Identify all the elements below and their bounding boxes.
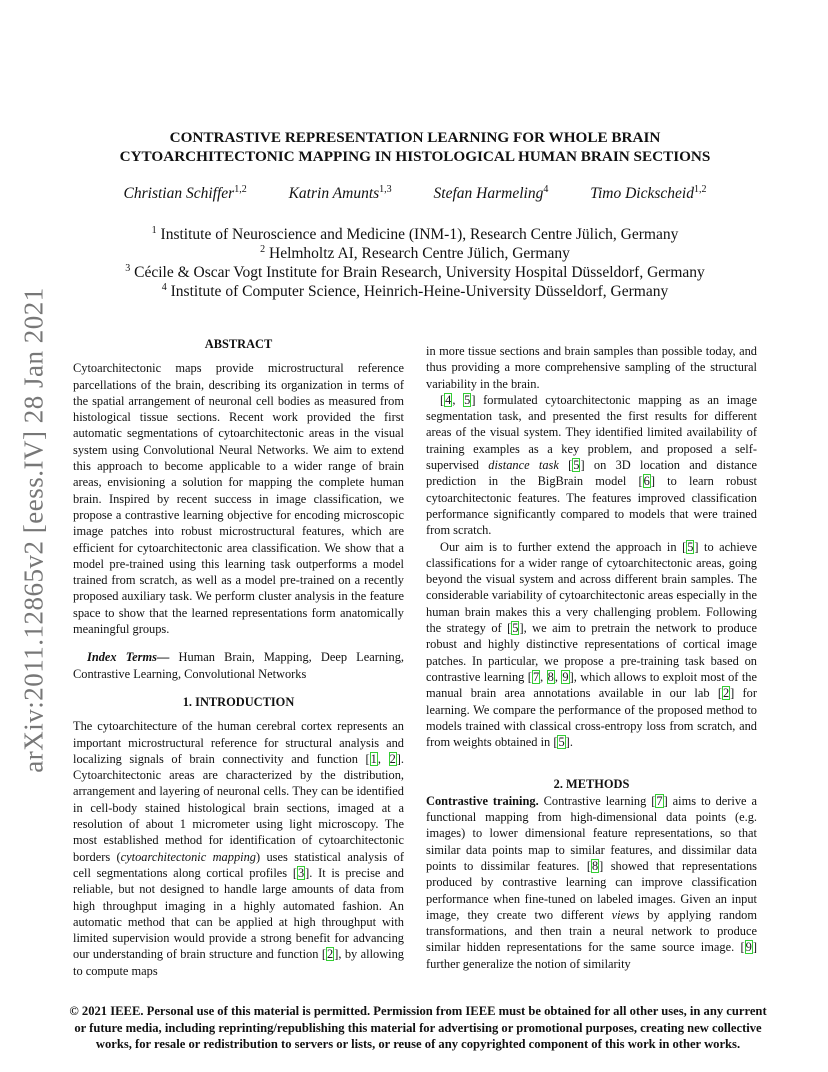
citation-link[interactable]: 2: [389, 751, 396, 766]
citation-link[interactable]: 7: [532, 669, 540, 684]
text-run: ]. Cytoarchitectonic areas are characterized by the distribution, arrangement and layering of neuronal cells. They can be identified in cell-body stained histological brain sections, imaged at a resolution of about 1 micrometer using light microscopy. The most established method for identification of cytoarchitectonic borders (: [73, 751, 404, 864]
title-line-1: CONTRASTIVE REPRESENTATION LEARNING FOR WHOLE BRAIN: [169, 129, 661, 146]
affiliation: [60, 244, 770, 263]
text-run: Contrastive learning: [538, 793, 652, 808]
copyright-notice: © 2021 IEEE. Personal use of this material is permitted. Permission from IEEE must be obtained for all other uses, in any current or future media, including reprinting/republishing this material for advertising or promotional purposes, creating new collective works, for resale or redistribution to servers or lists, or reuse of any copyrighted component of this work in other works.: [69, 1004, 767, 1051]
affiliation-mark: 4: [161, 281, 167, 293]
text-run: for learning. We compare the performance of the proposed method to models trained with classical cross-entropy loss from scratch, and from weights obtained in: [426, 686, 758, 750]
affiliation-mark: 1: [151, 224, 157, 236]
citation-link[interactable]: 2: [327, 947, 334, 962]
text-run: distance task: [488, 458, 559, 473]
author: [434, 185, 549, 202]
abstract-heading: ABSTRACT: [204, 337, 273, 351]
intro-paragraph-continued: in more tissue sections and brain samples than possible today, and thus providing a more comprehensive sampling of the structural variability in the brain.: [426, 344, 757, 391]
methods-paragraph: Contrastive training. Contrastive learning [7] aims to derive a functional mapping from high-dimensional data points (e.g. images) to lower dimensional feature representations, so that similar data points map to similar features, and dissimilar data points to dissimilar features. [8] showed that representations produced by contrastive learning can improve classification performance when fine-tuned on labeled images. Given an input image, they create two different views by applying random transformations, and then train a neural network to produce similar hidden representations for the same source image. [9] further generalize the notion of similarity: [426, 793, 757, 971]
paper-title: [60, 128, 770, 166]
author-affiliation-mark: 1,3: [379, 183, 392, 195]
citation-link[interactable]: 5: [573, 458, 580, 473]
citation-link[interactable]: 8: [547, 669, 554, 684]
citation-link[interactable]: 5: [464, 392, 471, 407]
abstract-text: Cytoarchitectonic maps provide microstructural reference parcellations of the brain, describing its organization in terms of the spatial arrangement of neuronal cell bodies as measured from histological tissue sections. Recent work provided the first automatic segmentations of cytoarchitectonic areas in the visual system using Convolutional Neural Networks. We aim to extend this approach to become applicable to a wider range of brain areas, envisioning a solution for mapping the complete human brain. Inspired by recent success in image classification, we propose a contrastive learning objective for encoding microscopic image patches into robust microstructural features, which are efficient for cytoarchitectonic area classification. We show that a model pre-trained using this learning task outperforms a model trained from scratch, as well as a model pre-trained on a recently proposed auxiliary task. We perform cluster analysis in the feature space to show that the learned representations form anatomically meaningful groups.: [73, 361, 404, 637]
author: [124, 185, 247, 202]
citation-link[interactable]: 7: [656, 793, 663, 808]
citation-link[interactable]: 1: [370, 751, 377, 766]
citation-link[interactable]: 8: [591, 858, 599, 873]
text-run: cytoarchitectonic mapping: [120, 849, 256, 864]
text-run: aims to derive a functional mapping from high-dimensional data points (e.g. images) to lower dimensional feature representations, so that similar data points map to similar features, and dissimilar data points to dissimilar features.: [426, 793, 757, 873]
affiliation-mark: 2: [260, 243, 266, 255]
introduction-heading: 1. INTRODUCTION: [182, 694, 295, 709]
text-run: , we aim to pretrain the network to produce robust and highly distinctive representations of cortical image patches. In particular, we propose a pre-training task based on contrastive learning: [426, 621, 757, 684]
arxiv-identifier: arXiv:2011.12865v2 [eess.IV] 28 Jan 2021: [18, 287, 49, 773]
citation-link[interactable]: 5: [512, 621, 519, 636]
intro-paragraph-3: Our aim is to further extend the approach in [5] to achieve classifications for a wider range of cytoarchitectonic areas, going beyond the visual system and across different brain samples. The considerable variability of cytoarchitectonic areas especially in the human brain makes this a very challenging problem. Following the strategy of [5], we aim to pretrain the network to produce robust and highly distinctive representations of cortical image patches. In particular, we propose a pre-training task based on contrastive learning [7, 8, 9], which allows to exploit most of the manual brain area annotations available in our lab [2] for learning. We compare the performance of the proposed method to models trained with classical cross-entropy loss from scratch, and from weights obtained in [5].: [426, 539, 758, 750]
text-run: formulated cytoarchitectonic mapping as an image segmentation task, and presented the first results for different areas of the visual system. They identified limited availability of training examples as a key problem, and proposed a self-supervised: [426, 392, 757, 473]
text-run: views: [611, 907, 640, 922]
index-terms-label: Index Terms—: [87, 650, 170, 665]
affiliation-text: Institute of Neuroscience and Medicine (INM-1), Research Centre Jülich, Germany: [160, 226, 679, 243]
citation-link[interactable]: 9: [562, 669, 569, 684]
intro-paragraph-2: [4, 5] formulated cytoarchitectonic mapping as an image segmentation task, and presented the first results for different areas of the visual system. They identified limited availability of training examples as a key problem, and proposed a self-supervised distance task [5] on 3D location and distance prediction in the BigBrain model [6] to learn robust cytoarchitectonic features. The features improved classification performance significantly compared to models that were trained from scratch.: [426, 392, 757, 538]
affiliation: [60, 282, 770, 301]
author-name: Christian Schiffer: [123, 185, 235, 202]
affiliation: [60, 225, 770, 244]
title-line-2: CYTOARCHITECTONIC MAPPING IN HISTOLOGICAL HUMAN BRAIN SECTIONS: [119, 148, 711, 165]
arxiv-sidebar: [4, 287, 64, 773]
text-run: by applying random transformations, and then train a neural network to produce similar hidden representations for the same source image.: [426, 907, 757, 955]
author: [590, 185, 706, 202]
author: [289, 185, 392, 202]
author-affiliation-mark: 1,2: [693, 183, 707, 195]
text-run: further generalize the notion of similarity: [426, 956, 631, 971]
text-run: ,: [377, 751, 389, 766]
text-run: . It is precise and reliable, but not designed to handle large amounts of data from high throughput imaging in a highly automated fashion. An automatic method that can be applied at high throughput with limited supervision would provide a strong benefit for advancing our understanding of brain structure and function: [73, 865, 405, 962]
affiliation: [60, 263, 770, 282]
text-run: showed that representations produced by contrastive learning can improve classification performance when fine-tuned on labeled images. Given an input image, they create two different: [426, 858, 757, 922]
text-run: on 3D location and distance prediction in the BigBrain model: [426, 458, 757, 489]
author-name: Stefan Harmeling: [433, 185, 544, 202]
author-name: Katrin Amunts: [288, 185, 380, 202]
text-run: The cytoarchitecture of the human cerebral cortex represents an important microstructural reference for structural analysis and localizing signals of brain connectivity and function: [73, 719, 404, 766]
affiliation-text: Institute of Computer Science, Heinrich-Heine-University Düsseldorf, Germany: [170, 283, 669, 300]
text-run: to achieve classifications for a wider range of cytoarchitectonic areas, going beyond the visual system and across different brain samples. The considerable variability of cytoarchitectonic areas especially in the human brain makes this a very challenging problem. Following the strategy of: [426, 539, 757, 636]
text-run: to learn robust cytoarchitectonic features. The features improved classification performance significantly compared to models that were trained from scratch.: [426, 474, 757, 538]
citation-link[interactable]: 6: [643, 474, 650, 489]
methods-heading: 2. METHODS: [553, 777, 630, 792]
affiliation-text: Helmholtz AI, Research Centre Jülich, Germany: [269, 245, 570, 262]
run-in-heading: Contrastive training.: [426, 793, 539, 808]
text-run: , which allows to exploit most of the manual brain area annotations available in our lab: [426, 669, 757, 701]
text-run: Our aim is to further extend the approach in: [440, 539, 683, 554]
citation-link[interactable]: 5: [687, 539, 694, 554]
affiliation-list: [60, 225, 770, 301]
citation-link[interactable]: 5: [558, 735, 565, 750]
citation-link[interactable]: 2: [722, 686, 730, 701]
text-run: .: [569, 735, 573, 750]
author-name: Timo Dickscheid: [590, 185, 694, 202]
text-run: ) uses statistical analysis of cell segmentations along cortical profiles: [73, 849, 404, 880]
affiliation-mark: 3: [125, 262, 131, 274]
text-run: , by allowing to compute maps: [73, 947, 404, 978]
index-terms-text: Human Brain, Mapping, Deep Learning, Contrastive Learning, Convolutional Networks: [73, 650, 404, 681]
affiliation-text: Cécile & Oscar Vogt Institute for Brain Research, University Hospital Düsseldorf, Germany: [134, 264, 705, 281]
citation-link[interactable]: 3: [297, 865, 305, 880]
author-list: [60, 185, 770, 203]
right-column: [426, 343, 757, 972]
citation-link[interactable]: 9: [745, 940, 752, 955]
intro-paragraph-1: The cytoarchitecture of the human cerebral cortex represents an important microstructural reference for structural analysis and localizing signals of brain connectivity and function [1, 2]. Cytoarchitectonic areas are characterized by the distribution, arrangement and layering of neuronal cells. They can be identified in cell-body stained histological brain sections, imaged at a resolution of about 1 micrometer using light microscopy. The most established method for identification of cytoarchitectonic borders (cytoarchitectonic mapping) uses statistical analysis of cell segmentations along cortical profiles [3]. It is precise and reliable, but not designed to handle large amounts of data from high throughput imaging in a highly automated fashion. An automatic method that can be applied at high throughput with limited supervision would provide a strong benefit for advancing our understanding of brain structure and function [2], by allowing to compute maps: [73, 719, 405, 978]
index-terms: [73, 649, 404, 682]
left-column: [73, 336, 404, 979]
author-affiliation-mark: 4: [543, 183, 549, 195]
citation-link[interactable]: 4: [445, 392, 452, 407]
author-affiliation-mark: 1,2: [234, 183, 247, 195]
